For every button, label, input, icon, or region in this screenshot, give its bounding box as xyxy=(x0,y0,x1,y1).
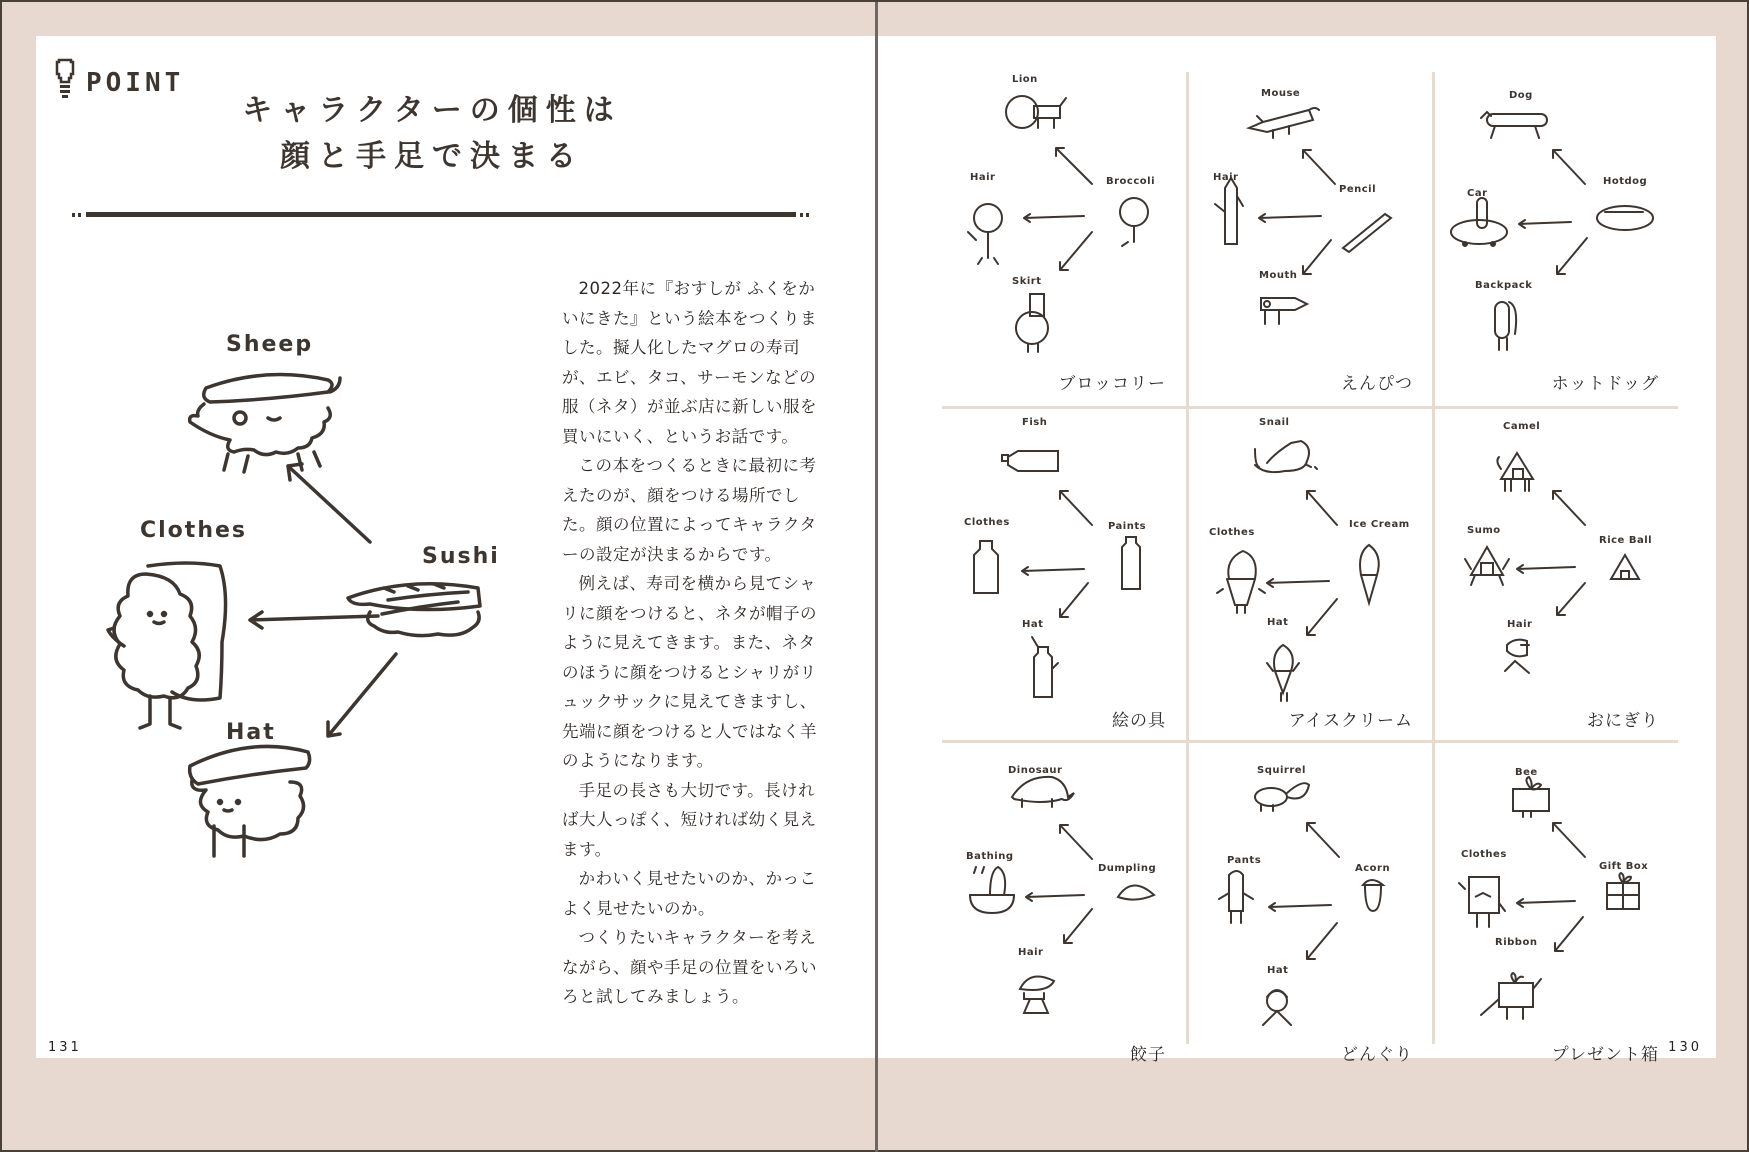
paragraph: 2022年に『おすしが ふくをかいにきた』という絵本をつくりました。擬人化したマグロの寿司が、エビ、タコ、サーモンなどの服（ネタ）が並ぶ店に新しい服を買いにいく、というお話です。 xyxy=(562,279,817,446)
right-page xyxy=(878,36,1716,1065)
cell-pencil xyxy=(1189,72,1429,402)
character-grid xyxy=(942,72,1678,1065)
clothes-drawing xyxy=(108,563,226,728)
label-up: Squirrel xyxy=(1257,765,1306,776)
label-down: Hat xyxy=(1022,619,1044,630)
title-line-1: キャラクターの個性は xyxy=(242,93,622,128)
label-sheep: Sheep xyxy=(226,332,314,357)
label-left: Hair xyxy=(970,172,996,183)
label-left: Bathing xyxy=(966,851,1014,862)
paragraph: この本をつくるときに最初に考えたのが、顔をつける場所でした。顔の位置によってキャラクターの設定が決まるからです。 xyxy=(562,456,817,564)
cell-title: おにぎり xyxy=(1587,711,1659,731)
label-source: Dumpling xyxy=(1098,863,1157,874)
label-left: Clothes xyxy=(1461,849,1507,860)
label-clothes: Clothes xyxy=(140,518,247,543)
label-source: Acorn xyxy=(1355,863,1391,874)
label-down: Hair xyxy=(1018,947,1044,958)
cell-dumpling xyxy=(942,743,1182,1073)
cell-paints xyxy=(942,409,1182,739)
label-left: Clothes xyxy=(1209,527,1255,538)
label-up: Dog xyxy=(1509,90,1533,101)
label-down: Skirt xyxy=(1012,276,1042,287)
cell-title: 餃子 xyxy=(1130,1045,1166,1065)
label-source: Ice Cream xyxy=(1349,519,1410,530)
cell-title: ホットドッグ xyxy=(1551,374,1659,394)
label-source: Hotdog xyxy=(1603,176,1648,187)
cell-title: プレゼント箱 xyxy=(1551,1045,1659,1065)
cell-broccoli xyxy=(942,72,1182,402)
paragraph: つくりたいキャラクターを考えながら、顔や手足の位置をいろいろと試してみましょう。 xyxy=(562,928,817,1006)
label-down: Backpack xyxy=(1475,280,1533,291)
label-source: Pencil xyxy=(1339,184,1377,195)
label-down: Ribbon xyxy=(1495,937,1538,948)
title-line-2: 顔と手足で決まる xyxy=(280,139,584,174)
paragraph: かわいく見せたいのか、かっこよく見せたいのか。 xyxy=(562,869,817,918)
sheep-drawing xyxy=(190,375,340,472)
label-up: Bee xyxy=(1515,767,1538,778)
page-title xyxy=(36,88,828,180)
sushi-illustration xyxy=(88,326,548,966)
label-hat: Hat xyxy=(226,720,276,745)
label-up: Camel xyxy=(1503,421,1541,432)
label-up: Fish xyxy=(1022,417,1048,428)
label-source: Broccoli xyxy=(1106,176,1156,187)
label-up: Mouse xyxy=(1261,88,1301,99)
label-source: Rice Ball xyxy=(1599,535,1653,546)
label-source: Gift Box xyxy=(1599,861,1649,872)
cell-title: ブロッコリー xyxy=(1058,374,1166,394)
label-source: Paints xyxy=(1108,521,1147,532)
cell-hotdog xyxy=(1435,72,1675,402)
sushi-drawing xyxy=(348,584,480,636)
cell-title: どんぐり xyxy=(1341,1045,1413,1065)
label-left: Hair xyxy=(1213,172,1239,183)
body-text xyxy=(562,274,832,1012)
label-sushi: Sushi xyxy=(422,544,500,569)
page-number-left: 131 xyxy=(48,1040,82,1055)
hat-drawing xyxy=(190,746,310,856)
paragraph: 手足の長さも大切です。長ければ大人っぽく、短ければ幼く見えます。 xyxy=(562,780,817,859)
cell-rice-ball xyxy=(1435,409,1675,739)
label-down: Mouth xyxy=(1259,270,1298,281)
label-up: Snail xyxy=(1259,417,1290,428)
label-down: Hair xyxy=(1507,619,1533,630)
page-number-right: 130 xyxy=(1668,1040,1702,1055)
cell-ice-cream xyxy=(1189,409,1429,739)
cell-title: えんぴつ xyxy=(1341,374,1413,394)
label-down: Hat xyxy=(1267,617,1289,628)
label-left: Sumo xyxy=(1467,525,1501,536)
label-left: Pants xyxy=(1227,855,1262,866)
title-divider xyxy=(72,212,810,218)
label-down: Hat xyxy=(1267,965,1289,976)
label-up: Dinosaur xyxy=(1008,765,1063,776)
label-up: Lion xyxy=(1012,74,1038,85)
cell-gift-box xyxy=(1435,743,1675,1073)
cell-title: 絵の具 xyxy=(1112,711,1166,731)
label-left: Clothes xyxy=(964,517,1010,528)
cell-acorn xyxy=(1189,743,1429,1073)
paragraph: 例えば、寿司を横から見てシャリに顔をつけると、ネタが帽子のように見えてきます。また、ネタのほうに顔をつけるとシャリがリュックサックに見えてきますし、先端に顔をつけると人ではなく羊のようになります。 xyxy=(562,574,817,770)
label-left: Car xyxy=(1467,188,1488,199)
left-page xyxy=(36,36,875,1058)
point-label: POINT xyxy=(86,68,185,98)
cell-title: アイスクリーム xyxy=(1288,711,1413,731)
